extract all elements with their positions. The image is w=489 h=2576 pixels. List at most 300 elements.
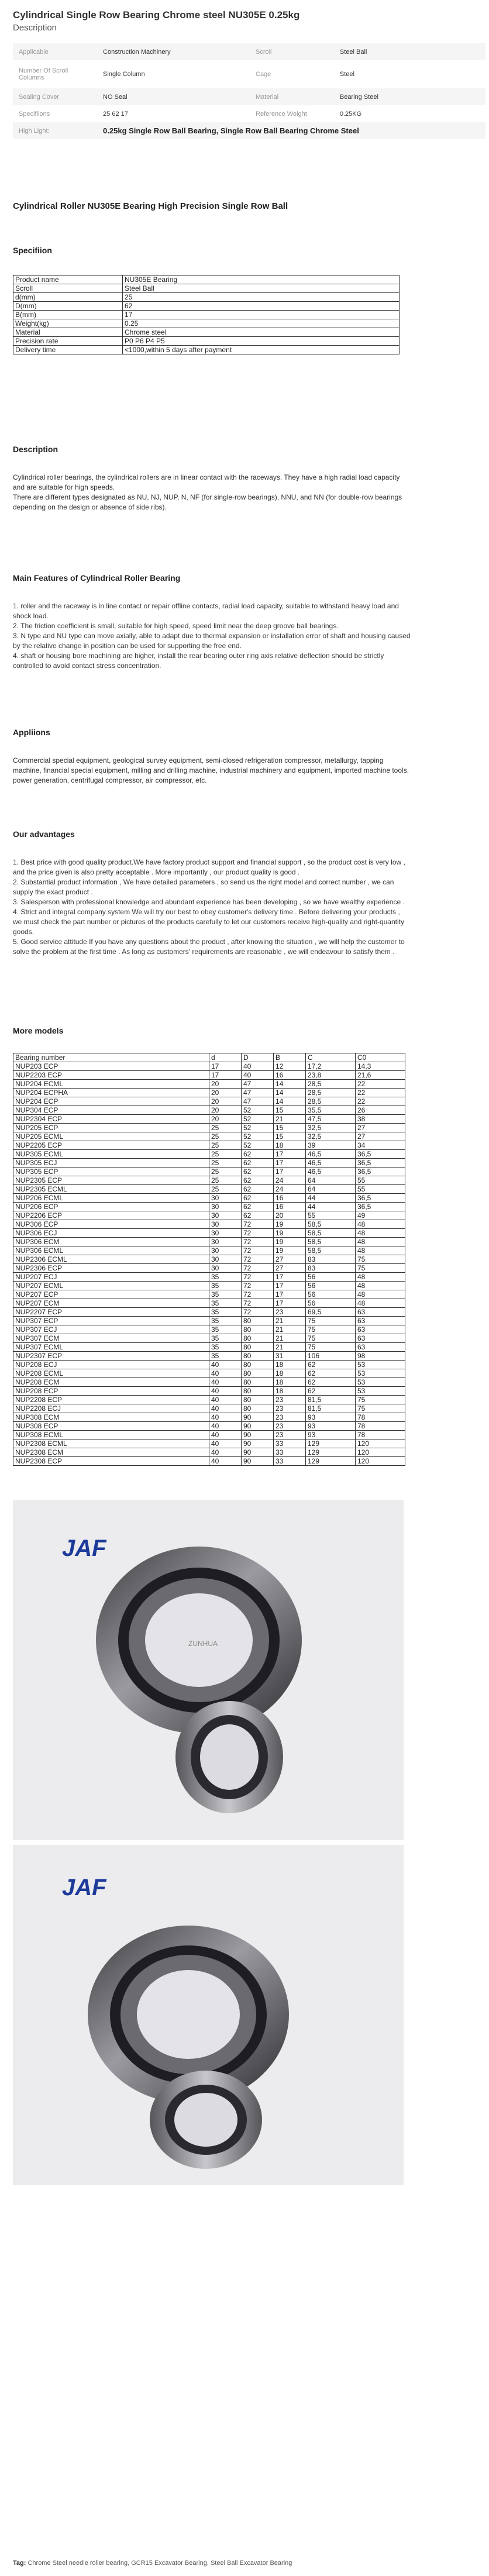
table-cell: 90 bbox=[242, 1448, 274, 1457]
table-cell: 56 bbox=[306, 1299, 356, 1308]
table-cell: 120 bbox=[356, 1448, 405, 1457]
table-cell: 31 bbox=[274, 1352, 306, 1361]
table-cell: 35 bbox=[209, 1343, 242, 1352]
text-line: depending on the design or absence of side ribs). bbox=[13, 503, 167, 511]
table-cell: NUP305 ECP bbox=[13, 1168, 209, 1176]
spec-table-row bbox=[13, 284, 400, 293]
table-cell: 58,5 bbox=[306, 1220, 356, 1229]
table-cell: 56 bbox=[306, 1273, 356, 1282]
table-cell: 35 bbox=[209, 1325, 242, 1334]
table-cell: 22 bbox=[356, 1097, 405, 1106]
table-cell: 75 bbox=[306, 1343, 356, 1352]
tag-link[interactable]: Steel Ball Excavator Bearing bbox=[210, 2560, 292, 2567]
table-row bbox=[13, 1352, 405, 1361]
table-row bbox=[13, 1334, 405, 1343]
table-cell: 72 bbox=[242, 1308, 274, 1317]
text-line: 4. shaft or housing bore machining are higher, install the rear bearing outer ring axis relative deflection should be strictly bbox=[13, 652, 384, 660]
col-header: d bbox=[209, 1053, 242, 1062]
table-cell: 33 bbox=[274, 1439, 306, 1448]
table-cell: 28,5 bbox=[306, 1097, 356, 1106]
table-cell: 17 bbox=[274, 1159, 306, 1168]
table-row bbox=[13, 1097, 405, 1106]
table-cell: NUP206 ECP bbox=[13, 1203, 209, 1211]
table-cell: 63 bbox=[356, 1334, 405, 1343]
table-cell: 62 bbox=[242, 1176, 274, 1185]
table-row bbox=[13, 1387, 405, 1396]
spec-table-key: Scroll bbox=[13, 284, 123, 293]
description-text bbox=[13, 473, 469, 512]
bearing-photo-2 bbox=[13, 1845, 404, 2185]
logo-text: JAF bbox=[62, 1875, 106, 1900]
table-cell: NUP207 ECP bbox=[13, 1290, 209, 1299]
table-cell: 62 bbox=[242, 1194, 274, 1203]
table-cell: 40 bbox=[209, 1369, 242, 1378]
table-cell: NUP2305 ECML bbox=[13, 1185, 209, 1194]
table-cell: 14 bbox=[274, 1089, 306, 1097]
table-cell: 24 bbox=[274, 1176, 306, 1185]
table-cell: 25 bbox=[209, 1185, 242, 1194]
table-cell: 17 bbox=[274, 1273, 306, 1282]
table-cell: 80 bbox=[242, 1396, 274, 1404]
table-cell: 47 bbox=[242, 1097, 274, 1106]
table-cell: 23 bbox=[274, 1431, 306, 1439]
highlight-label: High Light: bbox=[13, 122, 97, 139]
text-line: and are suitable for high speeds. bbox=[13, 483, 115, 491]
table-row bbox=[13, 1062, 405, 1071]
table-cell: 36,5 bbox=[356, 1194, 405, 1203]
table-cell: 30 bbox=[209, 1220, 242, 1229]
specifiion-table bbox=[13, 275, 400, 354]
table-cell: NUP208 ECM bbox=[13, 1378, 209, 1387]
table-cell: 20 bbox=[209, 1080, 242, 1089]
table-cell: NUP306 ECML bbox=[13, 1246, 209, 1255]
table-cell: 63 bbox=[356, 1308, 405, 1317]
text-line: 1. Best price with good quality product.We have factory product support and financial support , so the product cost is very low , bbox=[13, 858, 405, 866]
col-header: C bbox=[306, 1053, 356, 1062]
table-cell: 56 bbox=[306, 1290, 356, 1299]
table-cell: 129 bbox=[306, 1448, 356, 1457]
table-cell: 24 bbox=[274, 1185, 306, 1194]
table-cell: 52 bbox=[242, 1115, 274, 1124]
col-header: Bearing number bbox=[13, 1053, 209, 1062]
spec-value: Steel Ball bbox=[334, 43, 485, 60]
spec-table-value: 0.25 bbox=[123, 319, 400, 328]
table-cell: 58,5 bbox=[306, 1246, 356, 1255]
table-cell: 52 bbox=[242, 1141, 274, 1150]
table-cell: 25 bbox=[209, 1124, 242, 1132]
table-cell: 23 bbox=[274, 1396, 306, 1404]
table-cell: 55 bbox=[356, 1176, 405, 1185]
table-cell: 23 bbox=[274, 1413, 306, 1422]
spec-key: Applicable bbox=[13, 43, 97, 60]
text-line: and the price given is also pretty acceptable . More importantly , our product quality is good . bbox=[13, 868, 300, 876]
table-cell: 18 bbox=[274, 1141, 306, 1150]
table-row bbox=[13, 1343, 405, 1352]
table-cell: 80 bbox=[242, 1369, 274, 1378]
table-cell: 17 bbox=[274, 1168, 306, 1176]
table-cell: 40 bbox=[242, 1062, 274, 1071]
table-cell: 40 bbox=[209, 1422, 242, 1431]
table-cell: NUP2306 ECP bbox=[13, 1264, 209, 1273]
table-cell: 48 bbox=[356, 1229, 405, 1238]
table-cell: 35 bbox=[209, 1334, 242, 1343]
table-cell: 17 bbox=[209, 1062, 242, 1071]
table-row bbox=[13, 1439, 405, 1448]
table-cell: 35 bbox=[209, 1282, 242, 1290]
table-cell: 47,5 bbox=[306, 1115, 356, 1124]
appliions-text bbox=[13, 756, 469, 786]
table-cell: 14 bbox=[274, 1097, 306, 1106]
table-row bbox=[13, 1141, 405, 1150]
table-cell: NUP204 ECPHA bbox=[13, 1089, 209, 1097]
table-cell: 26 bbox=[356, 1106, 405, 1115]
text-line: 2. Substantial product information , We have detailed parameters , so send us the right model and correct number , we can bbox=[13, 878, 394, 886]
spec-row bbox=[13, 43, 485, 60]
specifiion-heading: Specifiion bbox=[13, 246, 52, 255]
table-cell: 22 bbox=[356, 1080, 405, 1089]
table-cell: 16 bbox=[274, 1203, 306, 1211]
table-cell: NUP2308 ECP bbox=[13, 1457, 209, 1466]
table-cell: 30 bbox=[209, 1264, 242, 1273]
table-row bbox=[13, 1246, 405, 1255]
table-cell: 18 bbox=[274, 1387, 306, 1396]
table-cell: 75 bbox=[306, 1325, 356, 1334]
table-cell: 49 bbox=[356, 1211, 405, 1220]
table-cell: 25 bbox=[209, 1168, 242, 1176]
table-cell: 72 bbox=[242, 1220, 274, 1229]
table-cell: 62 bbox=[242, 1168, 274, 1176]
table-cell: 35 bbox=[209, 1273, 242, 1282]
table-cell: 20 bbox=[209, 1097, 242, 1106]
features-heading: Main Features of Cylindrical Roller Bearing bbox=[13, 573, 181, 583]
table-cell: 30 bbox=[209, 1246, 242, 1255]
table-cell: 72 bbox=[242, 1246, 274, 1255]
table-cell: 80 bbox=[242, 1387, 274, 1396]
table-cell: NUP306 ECP bbox=[13, 1220, 209, 1229]
logo-text: JAF bbox=[62, 1535, 106, 1561]
description-heading: Description bbox=[13, 445, 58, 454]
spec-value: Steel bbox=[339, 71, 354, 78]
table-cell: 35 bbox=[209, 1308, 242, 1317]
table-cell: 63 bbox=[356, 1317, 405, 1325]
table-cell: 35 bbox=[209, 1299, 242, 1308]
text-line: 4. Strict and integral company system We will try our best to obey customer's delivery time . Before delivering your products , bbox=[13, 908, 400, 916]
highlight-row bbox=[13, 122, 485, 139]
advantages-text bbox=[13, 857, 469, 957]
brand-logo bbox=[62, 1875, 107, 1900]
table-cell: 80 bbox=[242, 1361, 274, 1369]
table-cell: 81,5 bbox=[306, 1404, 356, 1413]
table-cell: 40 bbox=[242, 1071, 274, 1080]
spec-row bbox=[13, 105, 485, 122]
brand-logo bbox=[62, 1535, 107, 1561]
table-cell: 40 bbox=[209, 1404, 242, 1413]
spec-table-key: Precision rate bbox=[13, 337, 123, 346]
table-cell: 25 bbox=[209, 1176, 242, 1185]
table-cell: 21 bbox=[274, 1334, 306, 1343]
table-cell: 40 bbox=[209, 1378, 242, 1387]
table-cell: NUP207 ECM bbox=[13, 1299, 209, 1308]
table-cell: NUP203 ECP bbox=[13, 1062, 209, 1071]
table-cell: NUP307 ECJ bbox=[13, 1325, 209, 1334]
table-cell: 64 bbox=[306, 1176, 356, 1185]
table-row bbox=[13, 1080, 405, 1089]
spec-table-row bbox=[13, 311, 400, 319]
table-cell: 98 bbox=[356, 1352, 405, 1361]
table-cell: 30 bbox=[209, 1211, 242, 1220]
spec-table-row bbox=[13, 337, 400, 346]
table-cell: 90 bbox=[242, 1457, 274, 1466]
table-cell: 47 bbox=[242, 1089, 274, 1097]
table-cell: 27 bbox=[356, 1124, 405, 1132]
models-heading: More models bbox=[13, 1026, 64, 1035]
table-cell: 58,5 bbox=[306, 1229, 356, 1238]
table-cell: 106 bbox=[306, 1352, 356, 1361]
table-cell: 62 bbox=[242, 1150, 274, 1159]
spec-table-row bbox=[13, 319, 400, 328]
table-cell: 30 bbox=[209, 1203, 242, 1211]
product-photo bbox=[13, 1500, 404, 1840]
text-line: power generation, centrifugal compressor, air compressor, etc. bbox=[13, 776, 207, 784]
table-row bbox=[13, 1106, 405, 1115]
table-row bbox=[13, 1071, 405, 1080]
spec-key: Cage bbox=[256, 71, 271, 78]
table-cell: 62 bbox=[242, 1203, 274, 1211]
table-cell: 48 bbox=[356, 1290, 405, 1299]
tag-link[interactable]: GCR15 Excavator Bearing bbox=[131, 2560, 207, 2567]
table-row bbox=[13, 1317, 405, 1325]
table-cell: 52 bbox=[242, 1132, 274, 1141]
table-cell: 39 bbox=[306, 1141, 356, 1150]
table-cell: NUP307 ECM bbox=[13, 1334, 209, 1343]
table-cell: 52 bbox=[242, 1106, 274, 1115]
table-cell: 36,5 bbox=[356, 1150, 405, 1159]
table-row bbox=[13, 1299, 405, 1308]
table-cell: 80 bbox=[242, 1352, 274, 1361]
table-cell: 90 bbox=[242, 1439, 274, 1448]
table-cell: 21 bbox=[274, 1343, 306, 1352]
table-cell: 40 bbox=[209, 1413, 242, 1422]
table-cell: NUP306 ECJ bbox=[13, 1229, 209, 1238]
table-cell: 19 bbox=[274, 1246, 306, 1255]
table-cell: 15 bbox=[274, 1124, 306, 1132]
table-row bbox=[13, 1159, 405, 1168]
table-cell: NUP2308 ECM bbox=[13, 1448, 209, 1457]
table-cell: 72 bbox=[242, 1264, 274, 1273]
table-cell: 16 bbox=[274, 1071, 306, 1080]
table-cell: 52 bbox=[242, 1124, 274, 1132]
table-cell: 27 bbox=[274, 1264, 306, 1273]
table-cell: 75 bbox=[356, 1404, 405, 1413]
table-row bbox=[13, 1203, 405, 1211]
spec-table-value: 17 bbox=[123, 311, 400, 319]
table-cell: NUP2304 ECP bbox=[13, 1115, 209, 1124]
table-cell: 17 bbox=[209, 1071, 242, 1080]
table-cell: 78 bbox=[356, 1422, 405, 1431]
text-line: controlled to avoid contact stress concentration. bbox=[13, 662, 161, 670]
table-cell: 48 bbox=[356, 1220, 405, 1229]
text-line: shock load. bbox=[13, 612, 49, 620]
table-cell: 19 bbox=[274, 1238, 306, 1246]
table-cell: 40 bbox=[209, 1448, 242, 1457]
table-cell: 75 bbox=[306, 1334, 356, 1343]
spec-key: Specifiions bbox=[19, 110, 50, 118]
text-line: 2. The friction coefficient is small, suitable for high speed, speed limit near the deep groove ball bearings. bbox=[13, 622, 339, 630]
table-cell: 36,5 bbox=[356, 1168, 405, 1176]
text-line: 1. roller and the raceway is in line contact or repair offline contacts, radial load capacity, suitable to withstand heavy load and bbox=[13, 602, 399, 610]
table-cell: NUP308 ECM bbox=[13, 1413, 209, 1422]
advantages-heading: Our advantages bbox=[13, 829, 75, 839]
table-cell: 62 bbox=[306, 1361, 356, 1369]
models-header-row bbox=[13, 1053, 405, 1062]
table-cell: 21 bbox=[274, 1115, 306, 1124]
table-cell: 40 bbox=[209, 1361, 242, 1369]
highlight-value: 0.25kg Single Row Ball Bearing, Single Row Ball Bearing Chrome Steel bbox=[97, 122, 485, 139]
spec-key: Reference Weight bbox=[256, 110, 307, 118]
spec-key: Scroll bbox=[250, 43, 334, 60]
table-cell: 35,5 bbox=[306, 1106, 356, 1115]
table-cell: 80 bbox=[242, 1343, 274, 1352]
tag-link[interactable]: Chrome Steel needle roller bearing bbox=[27, 2560, 128, 2567]
table-row bbox=[13, 1185, 405, 1194]
table-row bbox=[13, 1290, 405, 1299]
content-heading: Cylindrical Roller NU305E Bearing High Precision Single Row Ball bbox=[13, 201, 288, 211]
table-cell: 14,3 bbox=[356, 1062, 405, 1071]
table-cell: 75 bbox=[356, 1255, 405, 1264]
spec-value: NO Seal bbox=[97, 88, 250, 105]
table-cell: 80 bbox=[242, 1378, 274, 1387]
table-cell: 69,5 bbox=[306, 1308, 356, 1317]
text-line: 3. Salesperson with professional knowledge and abundant experience has been developing , so we have wealthy experience . bbox=[13, 898, 405, 906]
table-cell: 18 bbox=[274, 1378, 306, 1387]
table-cell: NUP2307 ECP bbox=[13, 1352, 209, 1361]
spec-summary-table bbox=[13, 43, 485, 139]
spec-table-row bbox=[13, 275, 400, 284]
table-cell: 30 bbox=[209, 1229, 242, 1238]
spec-table-row bbox=[13, 346, 400, 354]
table-cell: 21 bbox=[274, 1317, 306, 1325]
table-cell: 75 bbox=[306, 1317, 356, 1325]
table-cell: 21 bbox=[274, 1325, 306, 1334]
table-cell: 38 bbox=[356, 1115, 405, 1124]
spec-value: Construction Machinery bbox=[97, 43, 250, 60]
table-cell: NUP307 ECML bbox=[13, 1343, 209, 1352]
table-row bbox=[13, 1132, 405, 1141]
table-cell: 55 bbox=[356, 1185, 405, 1194]
table-cell: 55 bbox=[306, 1211, 356, 1220]
table-cell: 27 bbox=[356, 1132, 405, 1141]
table-cell: NUP2205 ECP bbox=[13, 1141, 209, 1150]
table-cell: 90 bbox=[242, 1431, 274, 1439]
table-cell: 58,5 bbox=[306, 1238, 356, 1246]
spec-table-key: Product name bbox=[13, 275, 123, 284]
table-cell: 62 bbox=[306, 1369, 356, 1378]
table-cell: 62 bbox=[306, 1378, 356, 1387]
table-cell: NUP2207 ECP bbox=[13, 1308, 209, 1317]
table-cell: 53 bbox=[356, 1361, 405, 1369]
table-row bbox=[13, 1404, 405, 1413]
table-cell: 46,5 bbox=[306, 1168, 356, 1176]
text-line: Commercial special equipment, geological survey equipment, semi-closed refrigeration compressor, metallurgy, tapping bbox=[13, 756, 384, 764]
table-cell: NUP2308 ECML bbox=[13, 1439, 209, 1448]
table-row bbox=[13, 1396, 405, 1404]
table-row bbox=[13, 1273, 405, 1282]
spec-table-value: Steel Ball bbox=[123, 284, 400, 293]
table-cell: 40 bbox=[209, 1439, 242, 1448]
table-cell: NUP308 ECML bbox=[13, 1431, 209, 1439]
spec-value: 25 62 17 bbox=[103, 110, 128, 118]
table-cell: 62 bbox=[242, 1211, 274, 1220]
table-cell: 46,5 bbox=[306, 1150, 356, 1159]
table-cell: 93 bbox=[306, 1413, 356, 1422]
table-row bbox=[13, 1168, 405, 1176]
table-cell: 25 bbox=[209, 1141, 242, 1150]
table-cell: 56 bbox=[306, 1282, 356, 1290]
col-header: D bbox=[242, 1053, 274, 1062]
page-title: Cylindrical Single Row Bearing Chrome steel NU305E 0.25kg bbox=[13, 9, 300, 20]
table-cell: 72 bbox=[242, 1299, 274, 1308]
table-cell: NUP205 ECP bbox=[13, 1124, 209, 1132]
table-cell: 33 bbox=[274, 1457, 306, 1466]
text-line: goods. bbox=[13, 928, 35, 936]
spec-key: Sealing Cover bbox=[13, 88, 97, 105]
table-cell: 48 bbox=[356, 1273, 405, 1282]
table-cell: 40 bbox=[209, 1396, 242, 1404]
table-row bbox=[13, 1264, 405, 1273]
table-cell: 53 bbox=[356, 1369, 405, 1378]
table-cell: 129 bbox=[306, 1439, 356, 1448]
table-cell: 40 bbox=[209, 1387, 242, 1396]
table-cell: 17 bbox=[274, 1282, 306, 1290]
table-cell: 28,5 bbox=[306, 1089, 356, 1097]
table-cell: NUP2208 ECJ bbox=[13, 1404, 209, 1413]
table-cell: 20 bbox=[274, 1211, 306, 1220]
bearing-photo-1 bbox=[13, 1500, 404, 1840]
table-row bbox=[13, 1282, 405, 1290]
table-cell: NUP208 ECJ bbox=[13, 1361, 209, 1369]
table-cell: 20 bbox=[209, 1115, 242, 1124]
table-cell: 80 bbox=[242, 1404, 274, 1413]
table-cell: 90 bbox=[242, 1413, 274, 1422]
table-cell: 62 bbox=[306, 1387, 356, 1396]
table-cell: 19 bbox=[274, 1229, 306, 1238]
table-row bbox=[13, 1089, 405, 1097]
spec-value: 0.25KG bbox=[339, 110, 362, 118]
spec-table-value: NU305E Bearing bbox=[123, 275, 400, 284]
table-cell: 44 bbox=[306, 1203, 356, 1211]
text-line: by the relative change in position can be used for supporting the free end. bbox=[13, 642, 242, 650]
col-header: C0 bbox=[356, 1053, 405, 1062]
table-cell: 53 bbox=[356, 1378, 405, 1387]
table-cell: 72 bbox=[242, 1273, 274, 1282]
spec-table-key: B(mm) bbox=[13, 311, 123, 319]
table-cell: NUP2206 ECP bbox=[13, 1211, 209, 1220]
table-cell: 120 bbox=[356, 1457, 405, 1466]
table-cell: NUP305 ECML bbox=[13, 1150, 209, 1159]
table-cell: 20 bbox=[209, 1106, 242, 1115]
table-cell: 18 bbox=[274, 1369, 306, 1378]
table-cell: 75 bbox=[356, 1396, 405, 1404]
table-cell: 15 bbox=[274, 1106, 306, 1115]
table-cell: 27 bbox=[274, 1255, 306, 1264]
table-cell: 78 bbox=[356, 1413, 405, 1422]
table-cell: 53 bbox=[356, 1387, 405, 1396]
table-row bbox=[13, 1457, 405, 1466]
appliions-heading: Appliions bbox=[13, 728, 50, 737]
table-cell: 25 bbox=[209, 1150, 242, 1159]
table-cell: 81,5 bbox=[306, 1396, 356, 1404]
text-line: machine, financial special equipment, milling and drilling machine, industrial machinery and equipment, imported machine tools, bbox=[13, 766, 409, 774]
